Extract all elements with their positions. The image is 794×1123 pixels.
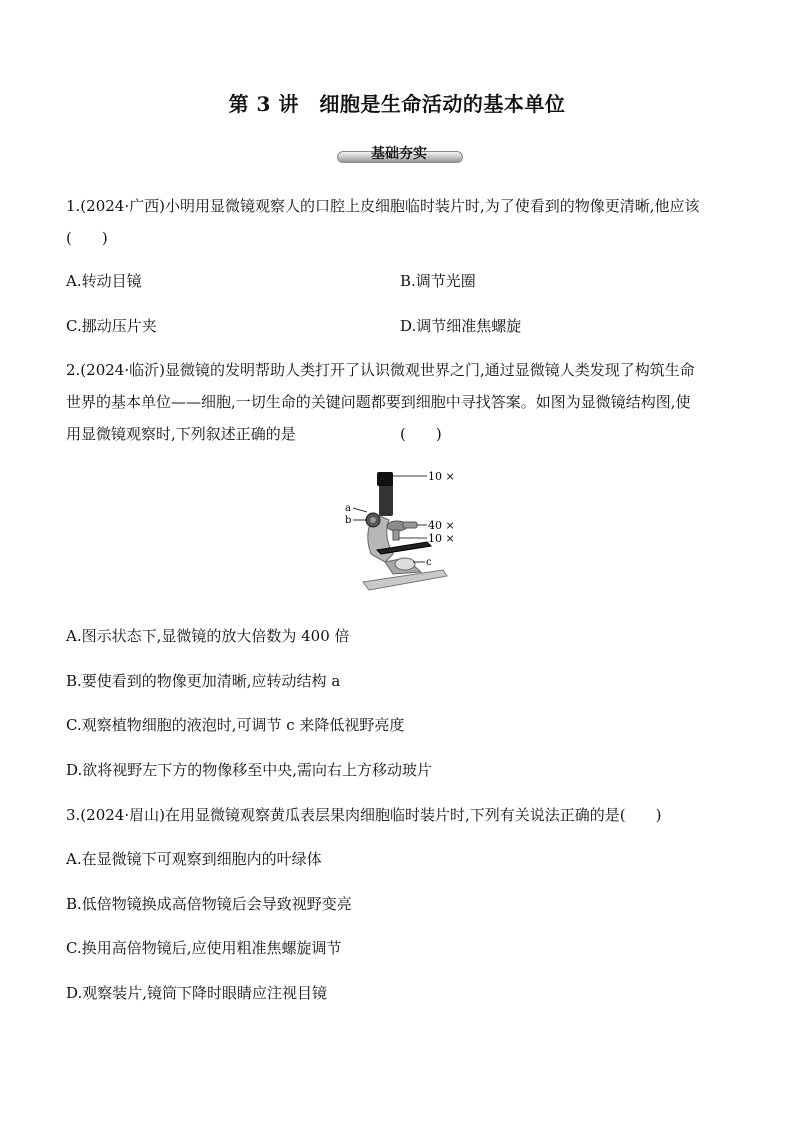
q1-option-c: C.挪动压片夹 [66,317,157,335]
label-c: c [426,557,432,568]
q3-stem: 3.(2024·眉山)在用显微镜观察黄瓜表层果肉细胞临时装片时,下列有关说法正确的是( ) [66,806,662,824]
section-label: 基础夯实 [371,146,427,162]
section-header [337,143,461,165]
q3-option-d: D.观察装片,镜筒下降时眼睛应注视目镜 [66,984,328,1002]
q2-stem-line2: 世界的基本单位——细胞,一切生命的关键问题都要到细胞中寻找答案。如图为显微镜结构图,使 [66,393,691,411]
mirror [395,558,415,570]
q1-option-a: A.转动目镜 [66,272,142,290]
objective-high [403,522,417,528]
objective-low [393,530,399,540]
q1-option-b: B.调节光圈 [400,272,476,290]
q2-stem-line1: 2.(2024·临沂)显微镜的发明帮助人类打开了认识微观世界之门,通过显微镜人类发现了构筑生命 [66,361,695,379]
q2-option-c: C.观察植物细胞的液泡时,可调节 c 来降低视野亮度 [66,716,405,734]
q2-option-d: D.欲将视野左下方的物像移至中央,需向右上方移动玻片 [66,761,433,779]
q1-stem-line2: ( ) [66,229,108,247]
q2-option-a: A.图示状态下,显微镜的放大倍数为 400 倍 [66,627,350,645]
label-objective-low-mag: 10 × [428,532,455,545]
label-a: a [345,503,351,514]
q3-option-a: A.在显微镜下可观察到细胞内的叶绿体 [66,850,322,868]
q1-option-d: D.调节细准焦螺旋 [400,317,522,335]
q1-stem-line1: 1.(2024·广西)小明用显微镜观察人的口腔上皮细胞临时装片时,为了使看到的物像更清晰,他应该 [66,197,700,215]
label-b: b [345,515,352,526]
microscope-tube [379,482,393,516]
microscope-figure [335,462,465,594]
label-objective-high-mag: 40 × [428,519,455,532]
eyepiece [377,472,393,486]
q2-option-b: B.要使看到的物像更加清晰,应转动结构 a [66,672,341,690]
q3-option-b: B.低倍物镜换成高倍物镜后会导致视野变亮 [66,895,352,913]
leader-a [353,508,367,512]
q2-stem-line3: 用显微镜观察时,下列叙述正确的是 [66,425,296,443]
q3-option-c: C.换用高倍物镜后,应使用粗准焦螺旋调节 [66,939,342,957]
label-eyepiece-mag: 10 × [428,470,455,483]
page-title: 第 3 讲 细胞是生命活动的基本单位 [228,92,566,116]
fine-focus-knob [370,517,376,523]
q2-answer-bracket: ( ) [400,425,442,443]
